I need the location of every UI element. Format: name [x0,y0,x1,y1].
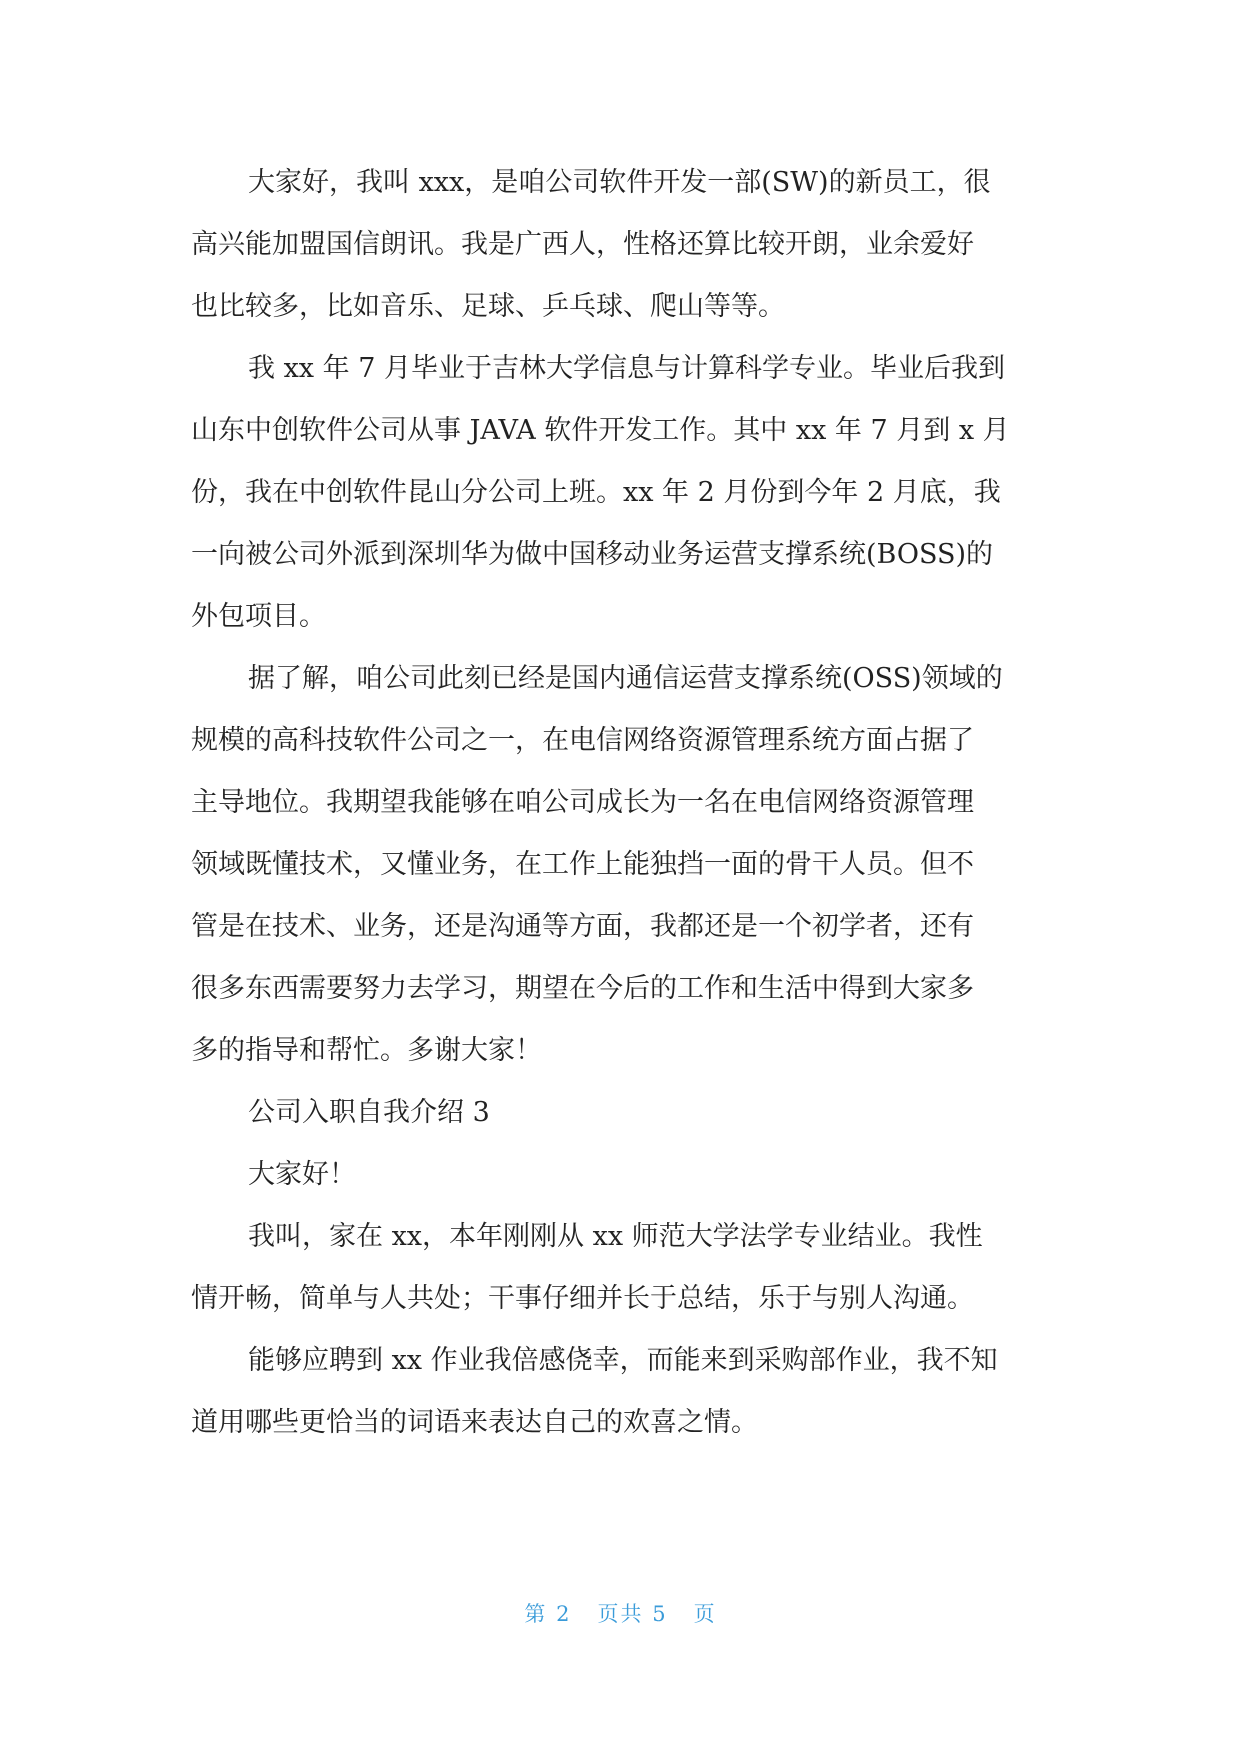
text-line: 高兴能加盟国信朗讯。我是广西人，性格还算比较开朗，业余爱好 [191,229,974,260]
document-body [191,152,1053,1454]
paragraph [191,1144,1053,1206]
paragraph [191,338,1053,648]
text-line: 规模的高科技软件公司之一，在电信网络资源管理系统方面占据了 [191,725,974,756]
text-line: 道用哪些更恰当的词语来表达自己的欢喜之情。 [191,1407,758,1438]
footer-prefix: 第 [524,1602,548,1626]
paragraph [191,1330,1053,1454]
text-line: 大家好！ [248,1159,356,1190]
paragraph [191,1206,1053,1330]
text-line: 公司入职自我介绍 3 [248,1097,490,1128]
page-footer [0,1598,1241,1628]
footer-current-page: 2 [556,1602,572,1626]
text-line: 我叫，家在 xx，本年刚刚从 xx 师范大学法学专业结业。我性 [248,1221,983,1252]
text-line: 情开畅，简单与人共处；干事仔细并长于总结，乐于与别人沟通。 [191,1283,974,1314]
text-line: 多的指导和帮忙。多谢大家！ [191,1035,542,1066]
text-line: 一向被公司外派到深圳华为做中国移动业务运营支撑系统(BOSS)的 [191,539,994,570]
footer-middle: 页共 [597,1602,644,1626]
text-line: 外包项目。 [191,601,326,632]
text-line: 主导地位。我期望我能够在咱公司成长为一名在电信网络资源管理 [191,787,974,818]
text-line: 我 xx 年 7 月毕业于吉林大学信息与计算科学专业。毕业后我到 [248,353,1005,384]
text-line: 大家好，我叫 xxx，是咱公司软件开发一部(SW)的新员工，很 [248,167,991,198]
text-line: 也比较多，比如音乐、足球、乒乓球、爬山等等。 [191,291,785,322]
text-line: 份，我在中创软件昆山分公司上班。xx 年 2 月份到今年 2 月底，我 [191,477,1001,508]
footer-total-pages: 5 [652,1602,668,1626]
text-line: 山东中创软件公司从事 JAVA 软件开发工作。其中 xx 年 7 月到 x 月 [191,415,1010,446]
paragraph [191,1082,1053,1144]
text-line: 管是在技术、业务，还是沟通等方面，我都还是一个初学者，还有 [191,911,974,942]
paragraph [191,648,1053,1082]
text-line: 据了解，咱公司此刻已经是国内通信运营支撑系统(OSS)领域的 [248,663,1003,694]
footer-suffix: 页 [693,1602,717,1626]
text-line: 能够应聘到 xx 作业我倍感侥幸，而能来到采购部作业，我不知 [248,1345,998,1376]
text-line: 领域既懂技术，又懂业务，在工作上能独挡一面的骨干人员。但不 [191,849,974,880]
text-line: 很多东西需要努力去学习，期望在今后的工作和生活中得到大家多 [191,973,974,1004]
paragraph [191,152,1053,338]
